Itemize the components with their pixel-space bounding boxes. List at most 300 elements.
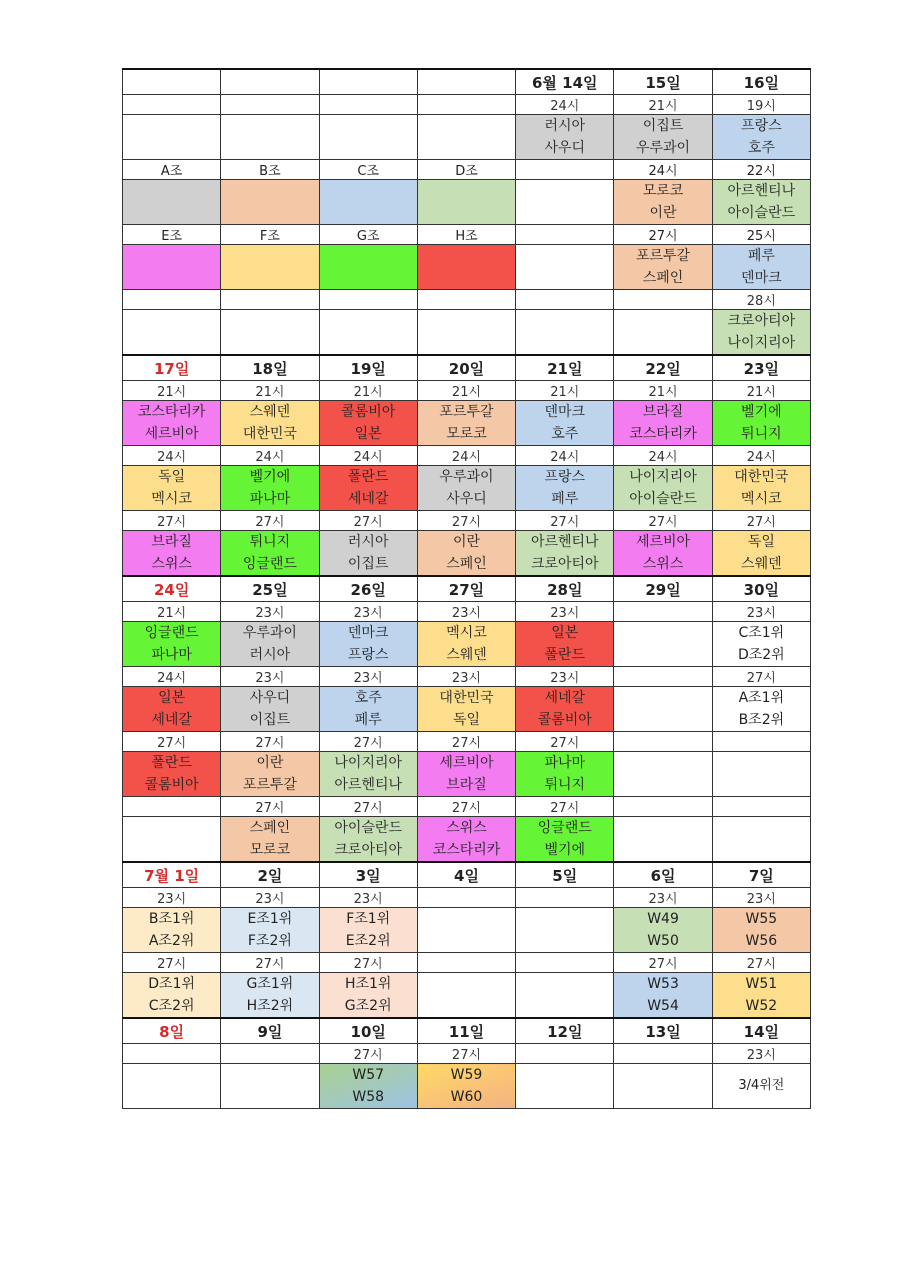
team-name: 덴마크 <box>741 270 782 286</box>
day-header: 3일 <box>319 862 417 888</box>
team-name: A조2위 <box>148 933 195 949</box>
team-name: 세네갈 <box>347 491 389 507</box>
empty-cell <box>221 290 319 310</box>
match-cell <box>712 752 810 797</box>
team-name: 아이슬란드 <box>629 491 697 507</box>
match-cell <box>516 752 614 797</box>
group-color-swatch <box>417 245 515 290</box>
team-name: E조2위 <box>345 933 391 949</box>
kickoff-time: 27시 <box>123 732 221 752</box>
empty-cell <box>516 1064 614 1109</box>
match-cell <box>319 687 417 732</box>
empty-cell <box>614 290 712 310</box>
match-cell <box>417 531 515 577</box>
team-name: 우루과이 <box>242 625 297 641</box>
day-header: 5일 <box>516 862 614 888</box>
match-cell <box>319 622 417 667</box>
team-name: 모로코 <box>642 183 684 199</box>
empty-cell <box>614 310 712 356</box>
team-name: B조2위 <box>738 712 785 728</box>
match-cell <box>123 622 221 667</box>
kickoff-time <box>614 1044 712 1064</box>
match-cell <box>712 245 810 290</box>
kickoff-time: 27시 <box>319 1044 417 1064</box>
team-name: B조1위 <box>148 911 195 927</box>
kickoff-time: 24시 <box>516 95 614 115</box>
group-label: C조 <box>319 160 417 180</box>
match-cell <box>614 817 712 863</box>
kickoff-time: 24시 <box>123 667 221 687</box>
kickoff-time: 27시 <box>319 953 417 973</box>
kickoff-time: 21시 <box>712 381 810 401</box>
kickoff-time: 23시 <box>319 602 417 622</box>
team-name: 프랑스 <box>741 118 782 134</box>
team-name: 이집트 <box>642 118 684 134</box>
kickoff-time <box>516 225 614 245</box>
empty-cell <box>123 290 221 310</box>
team-name: 벨기에 <box>544 842 586 858</box>
kickoff-time: 27시 <box>417 511 515 531</box>
group-color-swatch <box>221 180 319 225</box>
match-cell <box>417 466 515 511</box>
schedule-table <box>122 68 811 1109</box>
team-name: 스페인 <box>249 820 291 836</box>
match-cell <box>417 908 515 953</box>
team-name: 잉글랜드 <box>242 556 297 572</box>
kickoff-time: 27시 <box>123 511 221 531</box>
team-name: W58 <box>352 1089 385 1105</box>
group-label: H조 <box>417 225 515 245</box>
match-cell <box>221 817 319 863</box>
kickoff-time <box>123 95 221 115</box>
team-name: 호주 <box>354 690 382 706</box>
team-name: 폴란드 <box>347 469 389 485</box>
day-header: 28일 <box>516 576 614 602</box>
day-header: 4일 <box>417 862 515 888</box>
kickoff-time: 27시 <box>417 797 515 817</box>
match-cell <box>614 908 712 953</box>
group-label: D조 <box>417 160 515 180</box>
match-cell <box>516 401 614 446</box>
kickoff-time <box>417 953 515 973</box>
match-cell <box>123 817 221 863</box>
team-name: 독일 <box>452 712 481 728</box>
day-header: 11일 <box>417 1018 515 1044</box>
day-header: 8일 <box>123 1018 221 1044</box>
team-name: 콜롬비아 <box>144 777 199 793</box>
team-name: 모로코 <box>446 426 487 442</box>
empty-cell <box>614 1064 712 1109</box>
team-name: 러시아 <box>544 118 586 134</box>
team-name: 멕시코 <box>446 625 487 641</box>
match-cell <box>319 973 417 1019</box>
day-header: 24일 <box>123 576 221 602</box>
day-header: 20일 <box>417 355 515 381</box>
match-cell <box>221 687 319 732</box>
match-cell <box>712 466 810 511</box>
kickoff-time: 24시 <box>417 446 515 466</box>
team-name: 아이슬란드 <box>727 205 796 221</box>
kickoff-time: 21시 <box>614 381 712 401</box>
team-name: 세르비아 <box>439 755 494 771</box>
team-name: E조1위 <box>247 911 293 927</box>
group-label: F조 <box>221 225 319 245</box>
team-name: W54 <box>647 998 679 1014</box>
match-cell <box>221 752 319 797</box>
day-header: 29일 <box>614 576 712 602</box>
kickoff-time: 24시 <box>712 446 810 466</box>
kickoff-time: 23시 <box>319 667 417 687</box>
kickoff-time <box>614 797 712 817</box>
team-name: 크로아티아 <box>334 842 403 858</box>
team-name: 아르헨티나 <box>530 534 599 550</box>
team-name: 스웨덴 <box>446 647 487 663</box>
match-cell <box>319 752 417 797</box>
team-name: 스위스 <box>151 556 192 572</box>
match-cell <box>516 908 614 953</box>
team-name: D조1위 <box>148 976 196 992</box>
team-name: 튀니지 <box>741 426 782 442</box>
team-name: 벨기에 <box>249 469 291 485</box>
match-cell <box>417 973 515 1019</box>
match-cell <box>712 908 810 953</box>
kickoff-time: 23시 <box>712 602 810 622</box>
group-color-swatch <box>319 180 417 225</box>
group-color-swatch <box>516 245 614 290</box>
team-name: 호주 <box>551 426 579 442</box>
match-cell <box>417 401 515 446</box>
empty-cell <box>221 1064 319 1109</box>
match-cell <box>221 622 319 667</box>
match-cell <box>319 1064 417 1109</box>
kickoff-time: 21시 <box>417 381 515 401</box>
team-name: 파나마 <box>544 755 586 771</box>
team-name: 브라질 <box>446 777 487 793</box>
day-header: 2일 <box>221 862 319 888</box>
kickoff-time: 23시 <box>516 667 614 687</box>
day-header: 19일 <box>319 355 417 381</box>
match-cell <box>712 310 810 356</box>
match-cell <box>614 180 712 225</box>
match-cell <box>123 687 221 732</box>
team-name: W53 <box>647 976 679 992</box>
kickoff-time: 21시 <box>516 381 614 401</box>
match-cell <box>516 531 614 577</box>
team-name: 페루 <box>747 248 775 264</box>
match-cell <box>123 466 221 511</box>
kickoff-time: 27시 <box>417 1044 515 1064</box>
team-name: 스웨덴 <box>741 556 782 572</box>
kickoff-time: 27시 <box>712 953 810 973</box>
kickoff-time: 27시 <box>516 511 614 531</box>
team-name: 대한민국 <box>242 426 297 442</box>
match-cell <box>123 908 221 953</box>
match-cell <box>712 973 810 1019</box>
kickoff-time: 24시 <box>123 446 221 466</box>
day-header: 10일 <box>319 1018 417 1044</box>
day-header: 25일 <box>221 576 319 602</box>
empty-cell <box>516 290 614 310</box>
team-name: 나이지리아 <box>629 469 697 485</box>
team-name: 튀니지 <box>544 777 586 793</box>
match-cell <box>319 817 417 863</box>
team-name: 대한민국 <box>734 469 789 485</box>
kickoff-time <box>712 732 810 752</box>
team-name: 독일 <box>158 469 186 485</box>
team-name: C조1위 <box>738 625 785 641</box>
team-name: 벨기에 <box>741 404 782 420</box>
match-cell <box>614 752 712 797</box>
final-third-place: 3/4위전 <box>712 1064 810 1109</box>
team-name: 독일 <box>747 534 775 550</box>
team-name: 세네갈 <box>151 712 192 728</box>
group-color-swatch <box>417 180 515 225</box>
empty-cell <box>123 1064 221 1109</box>
group-color-swatch <box>221 245 319 290</box>
empty-cell <box>319 310 417 356</box>
kickoff-time: 24시 <box>614 446 712 466</box>
kickoff-time: 27시 <box>123 953 221 973</box>
day-header: 6일 <box>614 862 712 888</box>
team-name: 파나마 <box>249 491 291 507</box>
kickoff-time: 27시 <box>516 797 614 817</box>
empty-cell <box>221 310 319 356</box>
kickoff-time <box>221 95 319 115</box>
kickoff-time: 24시 <box>221 446 319 466</box>
kickoff-time: 23시 <box>221 667 319 687</box>
match-cell <box>614 401 712 446</box>
team-name: 잉글랜드 <box>537 820 592 836</box>
kickoff-time: 23시 <box>319 888 417 908</box>
group-color-swatch <box>516 180 614 225</box>
team-name: 크로아티아 <box>727 313 796 329</box>
team-name: G조2위 <box>344 998 392 1014</box>
match-cell <box>712 531 810 577</box>
team-name: 세네갈 <box>544 690 586 706</box>
team-name: 나이지리아 <box>727 335 796 351</box>
match-cell <box>614 115 712 160</box>
match-cell <box>712 115 810 160</box>
kickoff-time: 24시 <box>319 446 417 466</box>
kickoff-time: 27시 <box>221 732 319 752</box>
kickoff-time: 23시 <box>221 888 319 908</box>
match-cell <box>417 1064 515 1109</box>
team-name: 페루 <box>354 712 382 728</box>
team-name: 페루 <box>551 491 579 507</box>
day-header: 17일 <box>123 355 221 381</box>
kickoff-time: 23시 <box>712 888 810 908</box>
kickoff-time: 27시 <box>417 732 515 752</box>
team-name: 덴마크 <box>347 625 389 641</box>
kickoff-time <box>614 732 712 752</box>
team-name: 코스타리카 <box>629 426 697 442</box>
match-cell <box>712 180 810 225</box>
team-name: 이집트 <box>347 556 389 572</box>
day-header: 13일 <box>614 1018 712 1044</box>
day-header <box>123 69 221 95</box>
kickoff-time: 24시 <box>614 160 712 180</box>
match-cell <box>319 908 417 953</box>
kickoff-time: 23시 <box>221 602 319 622</box>
match-cell <box>614 245 712 290</box>
group-label: E조 <box>123 225 221 245</box>
match-cell <box>614 531 712 577</box>
empty-cell <box>417 310 515 356</box>
kickoff-time <box>516 160 614 180</box>
team-name: 대한민국 <box>439 690 494 706</box>
team-name: 러시아 <box>347 534 389 550</box>
empty-cell <box>123 310 221 356</box>
day-header: 6월 14일 <box>516 69 614 95</box>
match-cell <box>516 622 614 667</box>
team-name: 호주 <box>747 140 775 156</box>
team-name: D조2위 <box>737 647 785 663</box>
match-cell <box>319 115 417 160</box>
team-name: 폴란드 <box>151 755 192 771</box>
match-cell <box>221 973 319 1019</box>
kickoff-time: 25시 <box>712 225 810 245</box>
team-name: H조2위 <box>246 998 294 1014</box>
match-cell <box>417 752 515 797</box>
team-name: 포르투갈 <box>439 404 494 420</box>
kickoff-time <box>516 1044 614 1064</box>
team-name: 덴마크 <box>544 404 586 420</box>
match-cell <box>516 973 614 1019</box>
day-header: 12일 <box>516 1018 614 1044</box>
match-cell <box>221 401 319 446</box>
team-name: 프랑스 <box>347 647 389 663</box>
day-header: 26일 <box>319 576 417 602</box>
team-name: H조1위 <box>344 976 392 992</box>
team-name: 러시아 <box>249 647 291 663</box>
kickoff-time: 27시 <box>614 225 712 245</box>
team-name: A조1위 <box>738 690 785 706</box>
team-name: 스웨덴 <box>249 404 291 420</box>
kickoff-time: 24시 <box>516 446 614 466</box>
team-name: F조1위 <box>346 911 391 927</box>
day-header: 7일 <box>712 862 810 888</box>
team-name: 스위스 <box>446 820 487 836</box>
day-header: 18일 <box>221 355 319 381</box>
match-cell <box>516 687 614 732</box>
day-header: 23일 <box>712 355 810 381</box>
world-cup-schedule <box>122 68 811 1109</box>
match-cell <box>516 466 614 511</box>
team-name: W49 <box>647 911 679 927</box>
match-cell <box>319 466 417 511</box>
team-name: 사우디 <box>249 690 291 706</box>
kickoff-time <box>417 95 515 115</box>
match-cell <box>221 115 319 160</box>
team-name: 우루과이 <box>439 469 494 485</box>
team-name: 포르투갈 <box>242 777 297 793</box>
team-name: 일본 <box>158 690 186 706</box>
day-header: 30일 <box>712 576 810 602</box>
kickoff-time: 27시 <box>614 511 712 531</box>
kickoff-time: 27시 <box>319 732 417 752</box>
team-name: 이집트 <box>249 712 291 728</box>
kickoff-time: 27시 <box>221 797 319 817</box>
team-name: 브라질 <box>151 534 192 550</box>
team-name: 일본 <box>551 625 579 641</box>
match-cell <box>123 973 221 1019</box>
match-cell <box>614 622 712 667</box>
kickoff-time: 27시 <box>221 511 319 531</box>
kickoff-time: 27시 <box>712 667 810 687</box>
team-name: 파나마 <box>151 647 192 663</box>
match-cell <box>221 531 319 577</box>
team-name: W51 <box>745 976 778 992</box>
team-name: 튀니지 <box>249 534 291 550</box>
team-name: W60 <box>450 1089 483 1105</box>
team-name: G조1위 <box>246 976 294 992</box>
match-cell <box>712 401 810 446</box>
day-header <box>221 69 319 95</box>
match-cell <box>319 531 417 577</box>
team-name: 이란 <box>256 755 284 771</box>
team-name: 코스타리카 <box>137 404 206 420</box>
match-cell <box>516 115 614 160</box>
match-cell <box>221 908 319 953</box>
team-name: 일본 <box>354 426 382 442</box>
kickoff-time <box>516 888 614 908</box>
team-name: 프랑스 <box>544 469 586 485</box>
match-cell <box>417 687 515 732</box>
match-cell <box>712 622 810 667</box>
kickoff-time: 27시 <box>319 797 417 817</box>
kickoff-time: 21시 <box>614 95 712 115</box>
team-name: 세르비아 <box>144 426 199 442</box>
day-header: 21일 <box>516 355 614 381</box>
kickoff-time: 28시 <box>712 290 810 310</box>
day-header <box>417 69 515 95</box>
empty-cell <box>417 290 515 310</box>
team-name: 세르비아 <box>635 534 691 550</box>
team-name: 이란 <box>649 205 677 221</box>
empty-cell <box>516 310 614 356</box>
kickoff-time <box>123 797 221 817</box>
kickoff-time: 21시 <box>319 381 417 401</box>
group-color-swatch <box>123 180 221 225</box>
team-name: W52 <box>745 998 778 1014</box>
team-name: 스페인 <box>642 270 684 286</box>
day-header: 14일 <box>712 1018 810 1044</box>
match-cell <box>712 687 810 732</box>
kickoff-time: 27시 <box>712 511 810 531</box>
match-cell <box>123 115 221 160</box>
kickoff-time: 21시 <box>221 381 319 401</box>
team-name: 이란 <box>452 534 481 550</box>
match-cell <box>614 973 712 1019</box>
match-cell <box>417 115 515 160</box>
team-name: 사우디 <box>544 140 586 156</box>
kickoff-time: 23시 <box>712 1044 810 1064</box>
match-cell <box>417 622 515 667</box>
team-name: 폴란드 <box>544 647 586 663</box>
kickoff-time: 27시 <box>516 732 614 752</box>
match-cell <box>614 687 712 732</box>
team-name: W57 <box>352 1067 385 1083</box>
kickoff-time <box>614 667 712 687</box>
kickoff-time: 23시 <box>614 888 712 908</box>
match-cell <box>123 752 221 797</box>
kickoff-time: 27시 <box>614 953 712 973</box>
kickoff-time: 22시 <box>712 160 810 180</box>
match-cell <box>417 817 515 863</box>
team-name: 스위스 <box>642 556 684 572</box>
day-header: 22일 <box>614 355 712 381</box>
team-name: 나이지리아 <box>334 755 403 771</box>
